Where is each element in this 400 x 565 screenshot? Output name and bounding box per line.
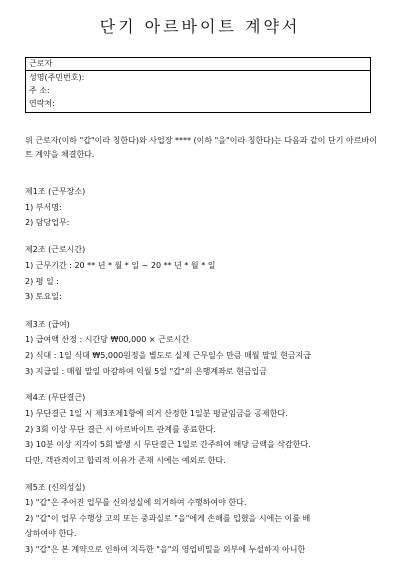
article-3-line: 3) 지급일 : 매월 말일 마감하여 익월 5일 "갑"의 은행계좌로 현금입금 [25,367,267,376]
article-1-line: 2) 담당업무: [25,218,70,227]
article-4-line: 1) 무단결근 1일 시 제3조제1항에 의거 산정한 1일분 평균임금을 공제한다. [25,409,288,418]
article-1-heading: 제1조 (근무장소) [25,187,86,196]
worker-name-field: 성명(주민번호): [29,73,85,82]
article-2-heading: 제2조 (근로시간) [25,245,86,254]
article-2-line: 2) 평 일 : [25,277,59,286]
article-5-line: 3) "갑"은 본 계약으로 인하여 지득한 "을"의 영업비밀을 외부에 누설하지 아니한 [25,545,306,554]
article-5-line: 상하여야 한다. [25,529,77,538]
article-4-heading: 제4조 (무단결근) [25,393,86,402]
document-title: 단기 아르바이트 계약서 [99,17,301,36]
article-4-line: 3) 10분 이상 지각이 5회 발생 시 무단결근 1일로 간주하여 해당 금액을 삭감한다. [25,440,311,449]
article-3-line: 2) 식대 : 1일 식대 ₩5,000원정을 별도로 실제 근무일수 만큼 매월 말일 현금지급 [25,351,311,360]
intro-paragraph: 위 근로자(이하 "갑"이라 칭한다)와 사업장 **** (이하 "을"이라 칭한다)는 다음과 같이 단기 아르바이트 계약을 체결한다. [25,136,377,159]
article-1-line: 1) 부서명: [25,203,62,212]
article-5-heading: 제5조 (신의성실) [25,483,86,492]
article-4-line: 다만, 객관적이고 합리적 이유가 존재 시에는 예외로 한다. [25,456,226,465]
article-2-line: 1) 근무기간 : 20 ** 년 * 월 * 일 ~ 20 ** 년 * 월 * 일 [25,261,216,270]
worker-heading: 근로자 [26,58,370,71]
worker-contact-field: 연락처: [29,99,55,108]
article-3-line: 1) 급여액 산정 : 시간당 ₩00,000 × 근로시간 [25,335,190,344]
article-3-heading: 제3조 (급여) [25,320,70,329]
article-4-line: 2) 3회 이상 무단 결근 시 아르바이트 관계를 종료한다. [25,425,216,434]
article-5-line: 1) "갑"은 주어진 업무를 신의성실에 의거하여 수행하여야 한다. [25,498,247,507]
worker-info-box [25,57,371,113]
article-5-line: 2) "갑"이 업무 수행상 고의 또는 중과실로 "을"에게 손해를 입혔을 시에는 이를 배 [25,514,311,523]
article-2-line: 3) 토요일: [25,292,62,301]
worker-address-field: 주 소: [29,86,50,95]
